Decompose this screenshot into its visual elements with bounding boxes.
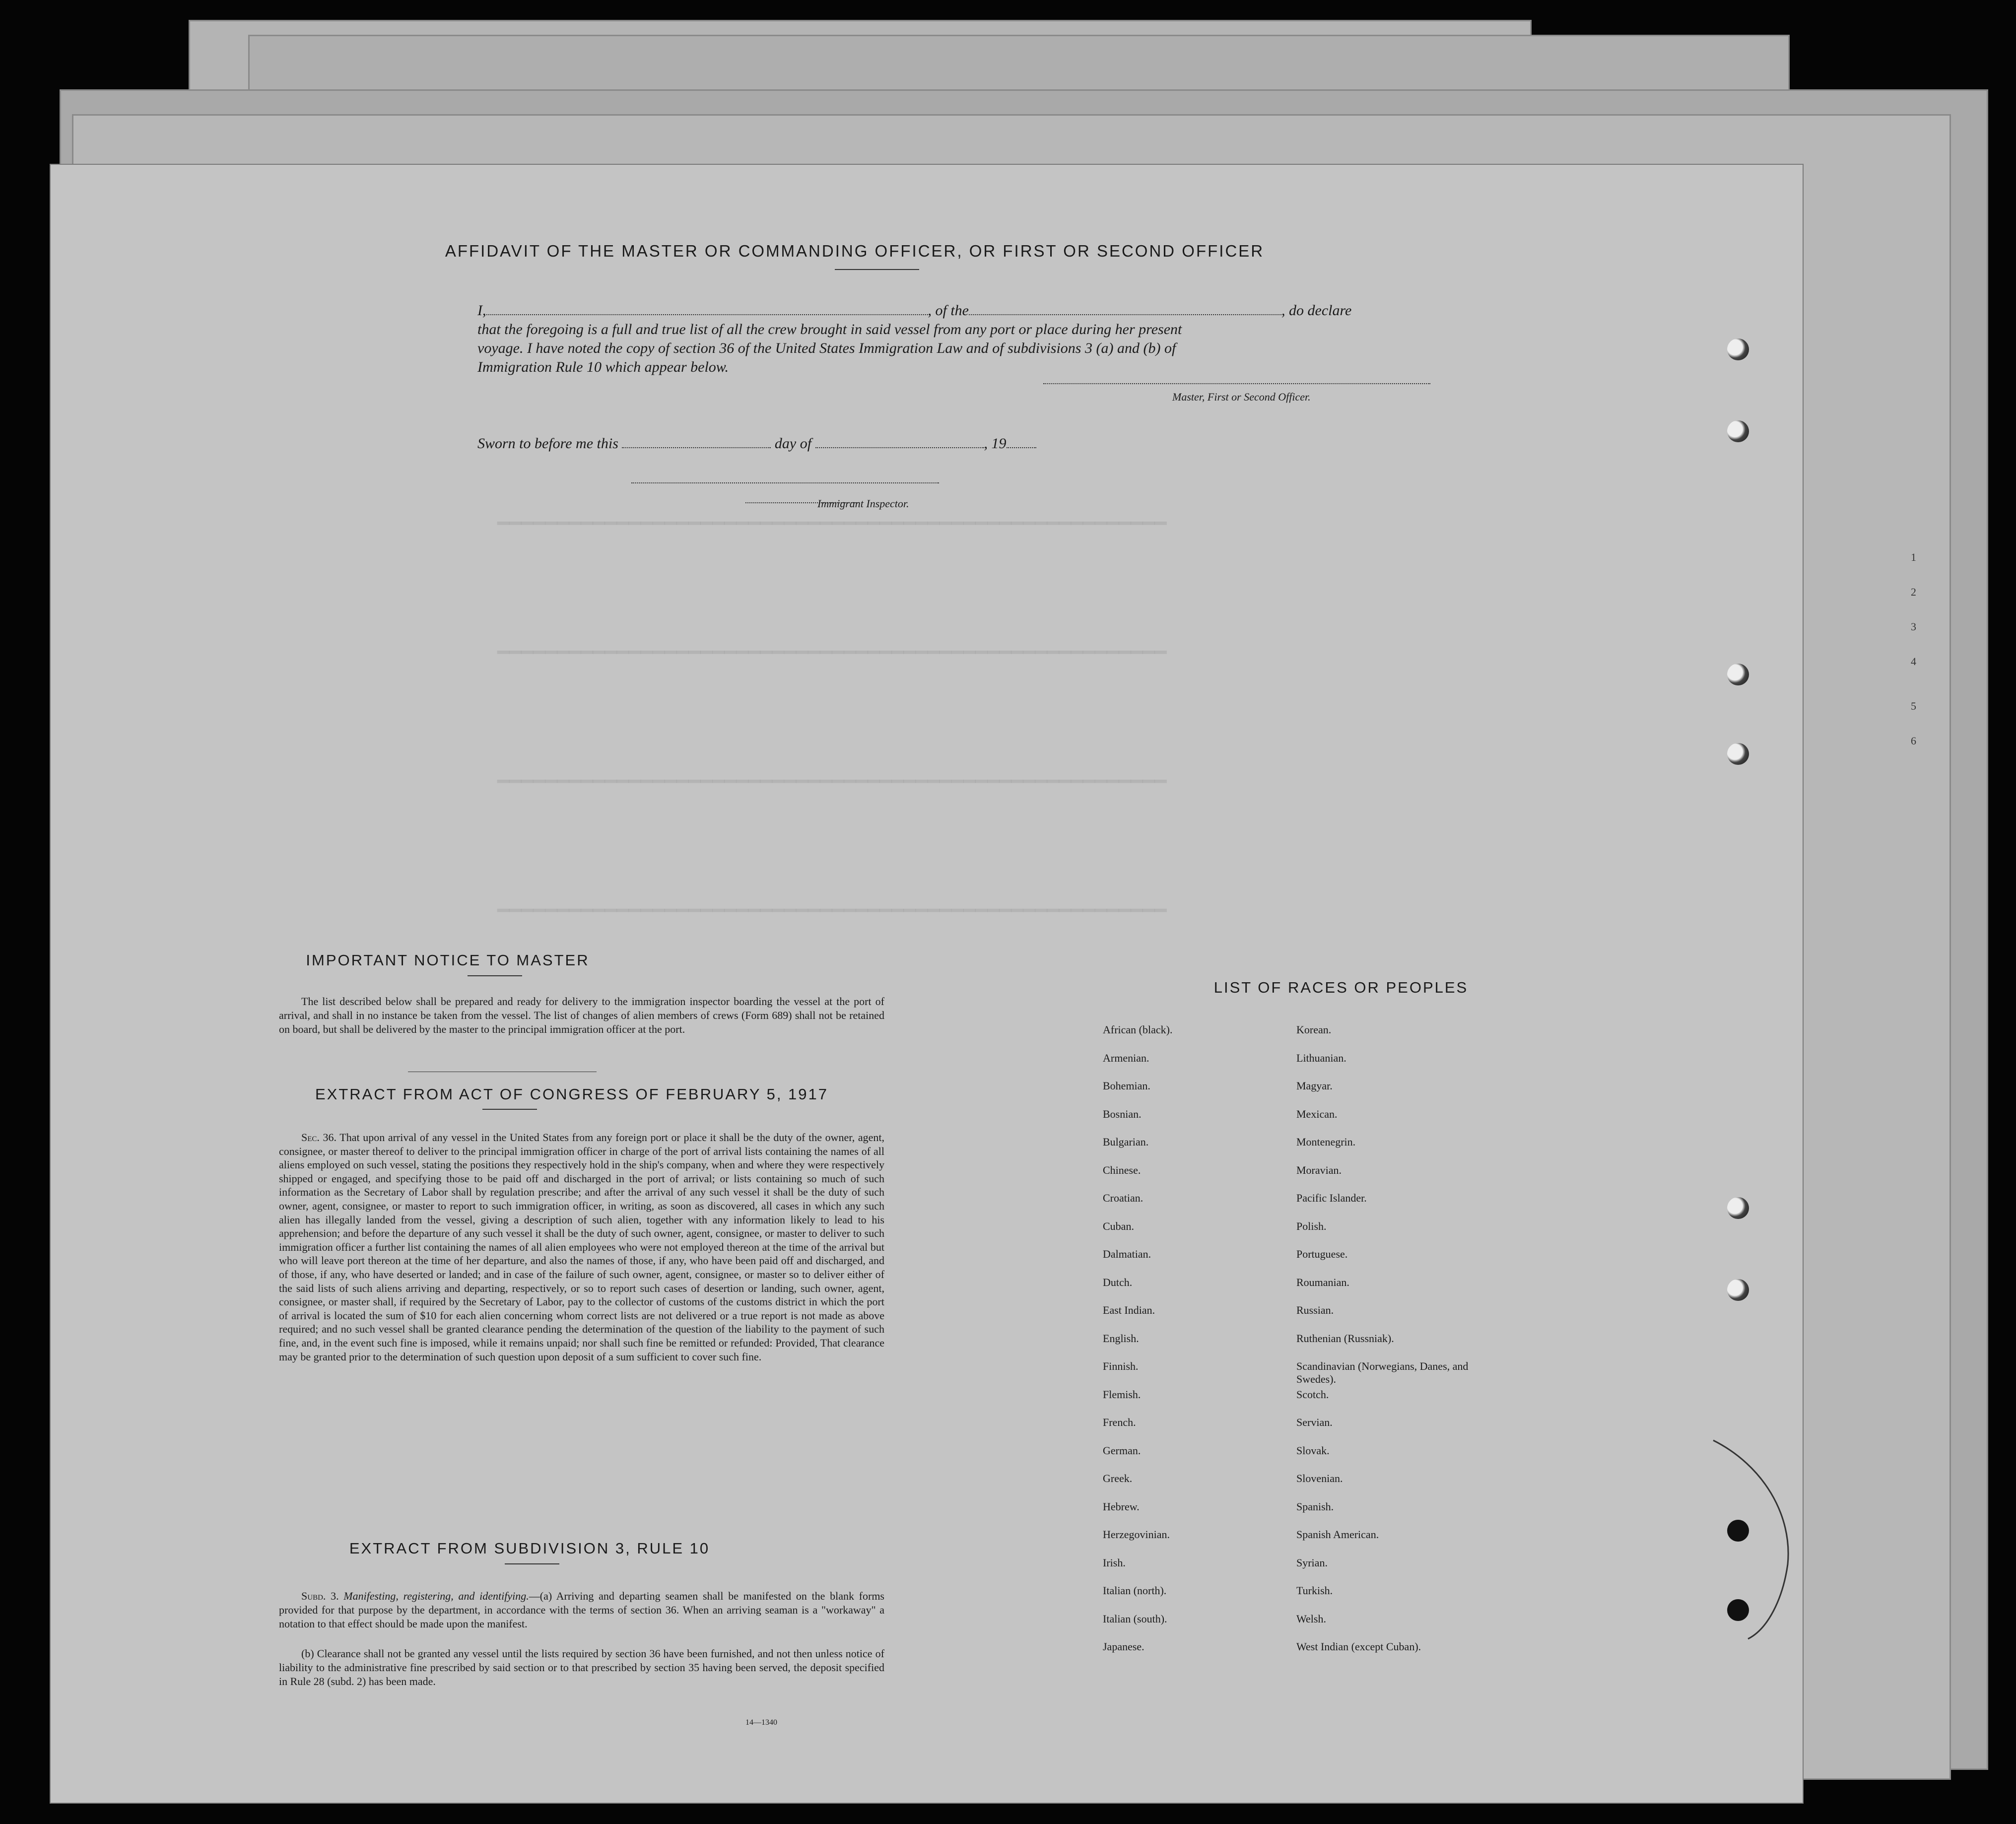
race-item: Scandinavian (Norwegians, Danes, and Swedes).: [1296, 1360, 1469, 1385]
race-item: Dutch.: [1103, 1276, 1133, 1288]
affidavit-of-the: , of the: [928, 302, 969, 319]
title-rule: [835, 269, 919, 270]
race-item: Turkish.: [1296, 1584, 1333, 1597]
affidavit-line-1: [477, 301, 1445, 320]
sworn-month-blank: [815, 447, 984, 448]
race-item: Italian (south).: [1103, 1612, 1167, 1625]
punch-hole: [1727, 1197, 1749, 1219]
race-item: Herzegovinian.: [1103, 1528, 1170, 1541]
bleed-through: ━━━━━━━━━━━━━━━━━━━━━━━━━━━━━━━━━━━━━━━━━━━━━━━━━━━━━━━━: [497, 514, 1167, 537]
rule-title: EXTRACT FROM SUBDIVISION 3, RULE 10: [349, 1540, 710, 1557]
race-item: Dalmatian.: [1103, 1248, 1151, 1260]
race-item: Spanish American.: [1296, 1528, 1379, 1541]
manifest-page: [50, 164, 1804, 1804]
rule-subd-heading: Manifesting, registering, and identifying.: [343, 1590, 529, 1602]
race-item: Portuguese.: [1296, 1248, 1348, 1260]
pencil-mark: [1708, 1435, 1798, 1644]
race-item: Armenian.: [1103, 1051, 1149, 1064]
race-item: Finnish.: [1103, 1360, 1139, 1372]
bleed-through: ━━━━━━━━━━━━━━━━━━━━━━━━━━━━━━━━━━━━━━━━━━━━━━━━━━━━━━━━: [497, 901, 1167, 924]
punch-hole: [1727, 743, 1749, 765]
affidavit-i: I,: [477, 302, 486, 319]
master-signature-caption: Master, First or Second Officer.: [1172, 391, 1311, 403]
affidavit-text: [477, 301, 1445, 377]
race-item: Russian.: [1296, 1304, 1334, 1316]
edge-number: 4: [1911, 655, 1916, 668]
act-sec-label: Sec. 36.: [301, 1131, 337, 1144]
race-item: Flemish.: [1103, 1388, 1141, 1401]
race-item: Bosnian.: [1103, 1107, 1142, 1120]
form-number: 14—1340: [745, 1718, 777, 1727]
act-rule: [482, 1109, 537, 1110]
notice-title: IMPORTANT NOTICE TO MASTER: [306, 951, 590, 969]
act-body: [279, 1131, 884, 1363]
punch-hole: [1727, 420, 1749, 442]
race-item: Bulgarian.: [1103, 1136, 1149, 1148]
race-item: German.: [1103, 1444, 1141, 1457]
affidavit-do-declare: , do declare: [1281, 302, 1352, 319]
edge-number: 3: [1911, 620, 1916, 633]
sworn-year-blank: [1007, 447, 1036, 448]
race-item: Slovenian.: [1296, 1472, 1343, 1485]
race-item: Irish.: [1103, 1556, 1126, 1569]
affidavit-line-3: voyage. I have noted the copy of section 36 of the United States Immigration Law and of subdivisions 3 (a) and (b) of: [477, 340, 1176, 356]
act-sec-text: That upon arrival of any vessel in the United States from any foreign port or place it shall be the duty of the owner, agent, consignee, or master thereof to deliver to the principal immigration officer in charge of the port of arrival lists containing the names of all aliens employed on such vessel, stating the positions they respectively hold in the ship's company, when and where they were respectively shipped or engaged, and specifying those to be paid off and discharged in the port of arrival; or lists containing so much of such information as the Secretary of Labor shall by regulation prescribe; and after the arrival of any such vessel it shall be the duty of such owner, agent, consignee, or master to report to such immigration officer, in writing, as soon as discovered, all cases in which any such alien has illegally landed from the vessel, giving a description of such alien, together with any information likely to lead to his apprehension; and before the departure of any such vessel it shall be the duty of such owner, agent, consignee, or master to deliver to such immigration officer a further list containing the names of all alien employees who were not employed thereon at the time of the arrival but who will leave port thereon at the time of her departure, and also the names of those, if any, who have been paid off and discharged, and of those, if any, who have deserted or landed; and in case of the failure of such owner, agent, consignee, or master so to deliver either of the said lists of such aliens arriving and departing, respectively, or so to report such cases of desertion or landing, such owner, agent, consignee, or master shall, if required by the Secretary of Labor, pay to the collector of customs of the customs district in which the port of arrival is located the sum of $10 for each alien concerning whom correct lists are not delivered or a true report is not made as above required; and no such vessel shall be granted clearance pending the determination of the question of the liability to the payment of such fine, and, in the event such fine is imposed, while it remains unpaid; nor shall such fine be remitted or refunded: Provided, That clearance may be granted prior to the determination of such question upon deposit of a sum sufficient to cover such fine.: [279, 1131, 884, 1363]
race-item: Montenegrin.: [1296, 1136, 1356, 1148]
race-item: Hebrew.: [1103, 1500, 1140, 1513]
race-item: Slovak.: [1296, 1444, 1330, 1457]
race-item: West Indian (except Cuban).: [1296, 1640, 1421, 1653]
act-title: EXTRACT FROM ACT OF CONGRESS OF FEBRUARY 5, 1917: [315, 1085, 829, 1103]
name-blank: [486, 314, 928, 315]
race-item: Greek.: [1103, 1472, 1133, 1485]
race-item: Roumanian.: [1296, 1276, 1349, 1288]
sworn-year: , 19: [984, 435, 1007, 452]
edge-number: 1: [1911, 551, 1916, 563]
sworn-to-before: Sworn to before me this: [477, 435, 618, 452]
rule-para-a-text: —(a) Arriving and departing seamen shall be manifested on the blank forms provided for that purpose by the department, in accordance with the terms of section 36. When an arriving seaman is a "workaway" a notation to that effect should be made upon the manifest.: [279, 1590, 884, 1630]
race-item: Polish.: [1296, 1219, 1327, 1232]
race-item: English.: [1103, 1332, 1139, 1345]
edge-number: 5: [1911, 700, 1916, 712]
bleed-through: ━━━━━━━━━━━━━━━━━━━━━━━━━━━━━━━━━━━━━━━━━━━━━━━━━━━━━━━━: [497, 772, 1167, 795]
race-item: Cuban.: [1103, 1219, 1134, 1232]
affidavit-line-4: Immigration Rule 10 which appear below.: [477, 359, 729, 375]
race-item: Bohemian.: [1103, 1080, 1150, 1092]
race-item: Italian (north).: [1103, 1584, 1167, 1597]
inspector-signature-caption: Immigrant Inspector.: [817, 497, 909, 510]
vessel-blank: [969, 314, 1281, 315]
sworn-day-blank: [622, 447, 771, 448]
race-item: East Indian.: [1103, 1304, 1155, 1316]
punch-hole: [1727, 1279, 1749, 1301]
notice-rule: [468, 975, 522, 976]
race-item: Lithuanian.: [1296, 1051, 1346, 1064]
race-item: Pacific Islander.: [1296, 1192, 1367, 1204]
race-item: Servian.: [1296, 1416, 1333, 1428]
race-item: Syrian.: [1296, 1556, 1328, 1569]
inspector-signature-line: [631, 482, 939, 483]
race-item: Scotch.: [1296, 1388, 1329, 1401]
rule-rule: [505, 1563, 559, 1564]
race-item: Magyar.: [1296, 1080, 1333, 1092]
rule-para-b: (b) Clearance shall not be granted any vessel until the lists required by section 36 have been furnished, and not then unless notice of liability to the administrative fine prescribed by said section or to that prescribed by section 35 having been served, the deposit specified in Rule 28 (subd. 2) has been made.: [279, 1647, 884, 1688]
sworn-line: [477, 435, 1036, 452]
bleed-through: ━━━━━━━━━━━━━━━━━━━━━━━━━━━━━━━━━━━━━━━━━━━━━━━━━━━━━━━━: [497, 643, 1167, 666]
affidavit-title: AFFIDAVIT OF THE MASTER OR COMMANDING OFFICER, OR FIRST OR SECOND OFFICER: [445, 242, 1265, 260]
race-item: Korean.: [1296, 1023, 1332, 1036]
race-item: Moravian.: [1296, 1163, 1342, 1176]
race-item: Spanish.: [1296, 1500, 1334, 1513]
race-item: Welsh.: [1296, 1612, 1326, 1625]
race-item: Croatian.: [1103, 1192, 1143, 1204]
notice-body: The list described below shall be prepared and ready for delivery to the immigration inspector boarding the vessel at the port of arrival, and shall in no instance be taken from the vessel. The list of changes of alien members of crews (Form 689) shall not be retained on board, but shall be delivered by the master to the principal immigration officer at the port.: [279, 995, 884, 1035]
races-title: LIST OF RACES OR PEOPLES: [1213, 979, 1469, 996]
race-item: Chinese.: [1103, 1163, 1141, 1176]
master-signature-line: [1043, 383, 1430, 384]
race-item: African (black).: [1103, 1023, 1173, 1036]
edge-number: 6: [1911, 735, 1916, 747]
edge-number: 2: [1911, 586, 1916, 598]
punch-hole: [1727, 664, 1749, 685]
punch-hole: [1727, 338, 1749, 360]
affidavit-line-2: that the foregoing is a full and true list of all the crew brought in said vessel from any port or place during her present: [477, 321, 1182, 338]
race-item: Japanese.: [1103, 1640, 1144, 1653]
sworn-day-of: day of: [774, 435, 812, 452]
race-item: Mexican.: [1296, 1107, 1338, 1120]
rule-para-a: [279, 1589, 884, 1631]
race-item: Ruthenian (Russniak).: [1296, 1332, 1394, 1345]
rule-subd-label: Subd. 3.: [301, 1590, 339, 1602]
race-item: French.: [1103, 1416, 1136, 1428]
